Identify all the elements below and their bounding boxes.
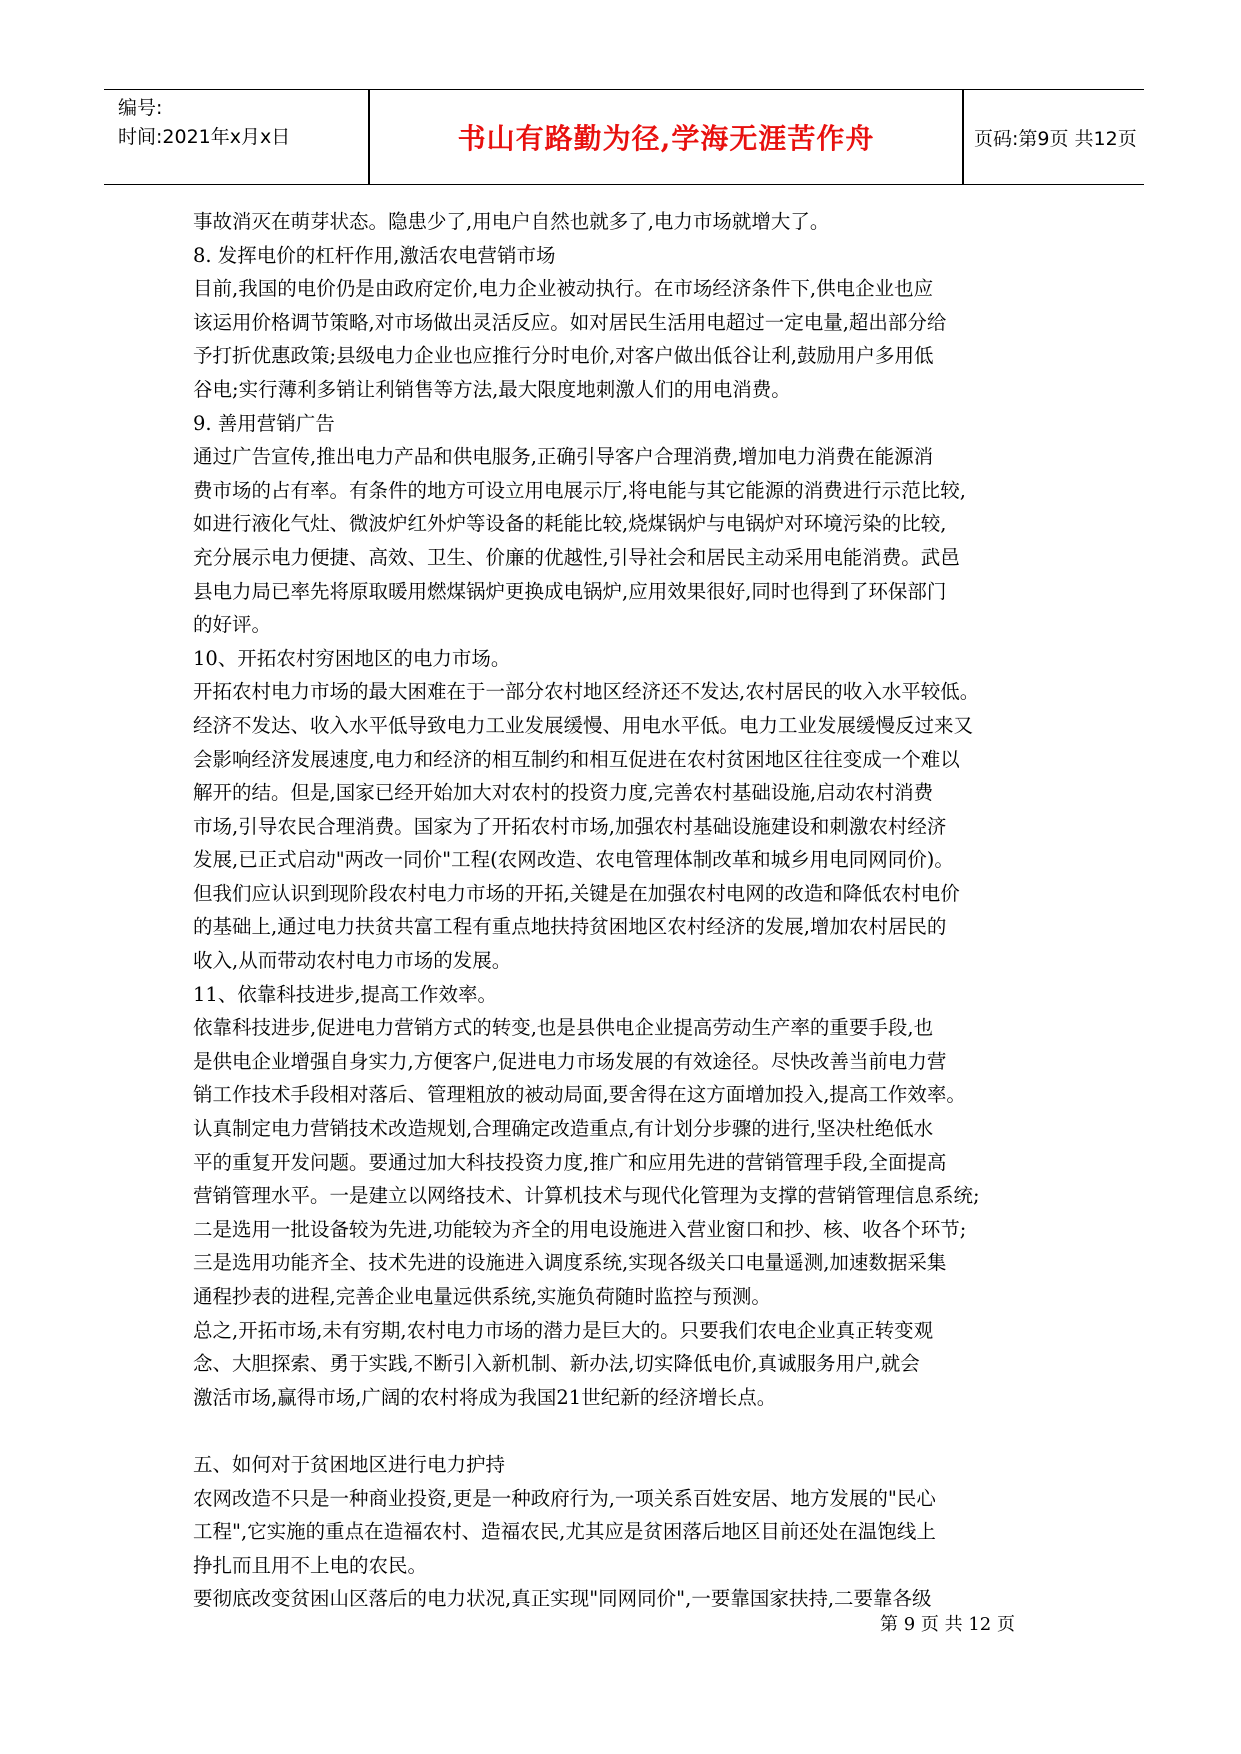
text-line: 但我们应认识到现阶段农村电力市场的开拓,关键是在加强农村电网的改造和降低农村电价 — [193, 881, 960, 905]
text-line: 认真制定电力营销技术改造规划,合理确定改造重点,有计划分步骤的进行,坚决杜绝低水 — [193, 1117, 934, 1141]
text-line: 销工作技术手段相对落后、管理粗放的被动局面,要舍得在这方面增加投入,提高工作效率。 — [193, 1083, 966, 1107]
text-line: 会影响经济发展速度,电力和经济的相互制约和相互促进在农村贫困地区往往变成一个难以 — [193, 747, 960, 771]
text-line: 目前,我国的电价仍是由政府定价,电力企业被动执行。在市场经济条件下,供电企业也应 — [193, 277, 934, 301]
text-line: 农网改造不只是一种商业投资,更是一种政府行为,一项关系百姓安居、地方发展的"民心 — [193, 1486, 936, 1510]
text-line: 依靠科技进步,促进电力营销方式的转变,也是县供电企业提高劳动生产率的重要手段,也 — [193, 1016, 934, 1040]
header-motto: 书山有路勤为径,学海无涯苦作舟 — [457, 122, 875, 155]
header-page-label: 页码:第9页 共12页 — [974, 127, 1137, 150]
text-line: 收入,从而带动农村电力市场的发展。 — [193, 949, 512, 973]
page-header — [104, 89, 1144, 185]
document-body — [193, 205, 1063, 1616]
text-line: 的基础上,通过电力扶贫共富工程有重点地扶持贫困地区农村经济的发展,增加农村居民的 — [193, 915, 947, 939]
text-line: 10、开拓农村穷困地区的电力市场。 — [193, 646, 511, 670]
text-line: 9. 善用营销广告 — [193, 411, 335, 435]
text-line: 总之,开拓市场,未有穷期,农村电力市场的潜力是巨大的。只要我们农电企业真正转变观 — [193, 1318, 934, 1342]
text-line: 8. 发挥电价的杠杆作用,激活农电营销市场 — [193, 243, 556, 267]
text-line: 发展,已正式启动"两改一同价"工程(农网改造、农电管理体制改革和城乡用电同网同价)。 — [193, 848, 954, 872]
text-line: 要彻底改变贫困山区落后的电力状况,真正实现"同网同价",一要靠国家扶持,二要靠各级 — [193, 1587, 932, 1611]
text-line: 予打折优惠政策;县级电力企业也应推行分时电价,对客户做出低谷让利,鼓励用户多用低 — [193, 344, 934, 368]
text-line: 充分展示电力便捷、高效、卫生、价廉的优越性,引导社会和居民主动采用电能消费。武邑 — [193, 545, 960, 569]
text-line: 经济不发达、收入水平低导致电力工业发展缓慢、用电水平低。电力工业发展缓慢反过来又 — [193, 713, 974, 737]
text-line: 开拓农村电力市场的最大困难在于一部分农村地区经济还不发达,农村居民的收入水平较低。 — [193, 680, 980, 704]
header-meta — [118, 94, 368, 152]
text-line: 事故消灭在萌芽状态。隐患少了,用电户自然也就多了,电力市场就增大了。 — [193, 210, 830, 233]
text-line: 二是选用一批设备较为先进,功能较为齐全的用电设施进入营业窗口和抄、核、收各个环节; — [193, 1217, 967, 1241]
text-line: 通程抄表的进程,完善企业电量远供系统,实施负荷随时监控与预测。 — [193, 1285, 771, 1308]
text-line: 挣扎而且用不上电的农民。 — [193, 1553, 428, 1577]
text-line: 五、如何对于贫困地区进行电力护持 — [193, 1452, 506, 1476]
text-line: 平的重复开发问题。要通过加大科技投资力度,推广和应用先进的营销管理手段,全面提高 — [193, 1150, 947, 1174]
text-line: 念、大胆探索、勇于实践,不断引入新机制、新办法,切实降低电价,真诚服务用户,就会 — [193, 1352, 920, 1376]
page-footer: 第 9 页 共 12 页 — [880, 1614, 1015, 1635]
text-line: 如进行液化气灶、微波炉红外炉等设备的耗能比较,烧煤锅炉与电锅炉对环境污染的比较, — [193, 512, 947, 536]
text-line: 市场,引导农民合理消费。国家为了开拓农村市场,加强农村基础设施建设和刺激农村经济 — [193, 814, 947, 838]
text-line: 通过广告宣传,推出电力产品和供电服务,正确引导客户合理消费,增加电力消费在能源消 — [193, 445, 934, 469]
text-line: 激活市场,赢得市场,广阔的农村将成为我国21世纪新的经济增长点。 — [193, 1385, 777, 1409]
text-line: 三是选用功能齐全、技术先进的设施进入调度系统,实现各级关口电量遥测,加速数据采集 — [193, 1251, 947, 1275]
text-line: 营销管理水平。一是建立以网络技术、计算机技术与现代化管理为支撑的营销管理信息系统; — [193, 1184, 980, 1208]
text-line: 解开的结。但是,国家已经开始加大对农村的投资力度,完善农村基础设施,启动农村消费 — [193, 781, 934, 805]
blank-line — [193, 1414, 1063, 1448]
text-line: 该运用价格调节策略,对市场做出灵活反应。如对居民生活用电超过一定电量,超出部分给 — [193, 310, 947, 334]
text-line: 工程",它实施的重点在造福农村、造福农民,尤其应是贫困落后地区目前还处在温饱线上 — [193, 1520, 936, 1544]
text-line: 县电力局已率先将原取暖用燃煤锅炉更换成电锅炉,应用效果很好,同时也得到了环保部门 — [193, 579, 947, 603]
text-line: 费市场的占有率。有条件的地方可设立用电展示厅,将电能与其它能源的消费进行示范比较, — [193, 478, 966, 502]
doc-time-label: 时间:2021年x月x日 — [118, 126, 291, 148]
text-line: 的好评。 — [193, 613, 272, 637]
header-divider — [962, 90, 964, 184]
doc-number-label: 编号: — [118, 97, 163, 119]
text-line: 是供电企业增强自身实力,方便客户,促进电力市场发展的有效途径。尽快改善当前电力营 — [193, 1049, 947, 1073]
text-line: 谷电;实行薄利多销让利销售等方法,最大限度地刺激人们的用电消费。 — [193, 377, 791, 401]
text-line: 11、依靠科技进步,提高工作效率。 — [193, 982, 498, 1006]
